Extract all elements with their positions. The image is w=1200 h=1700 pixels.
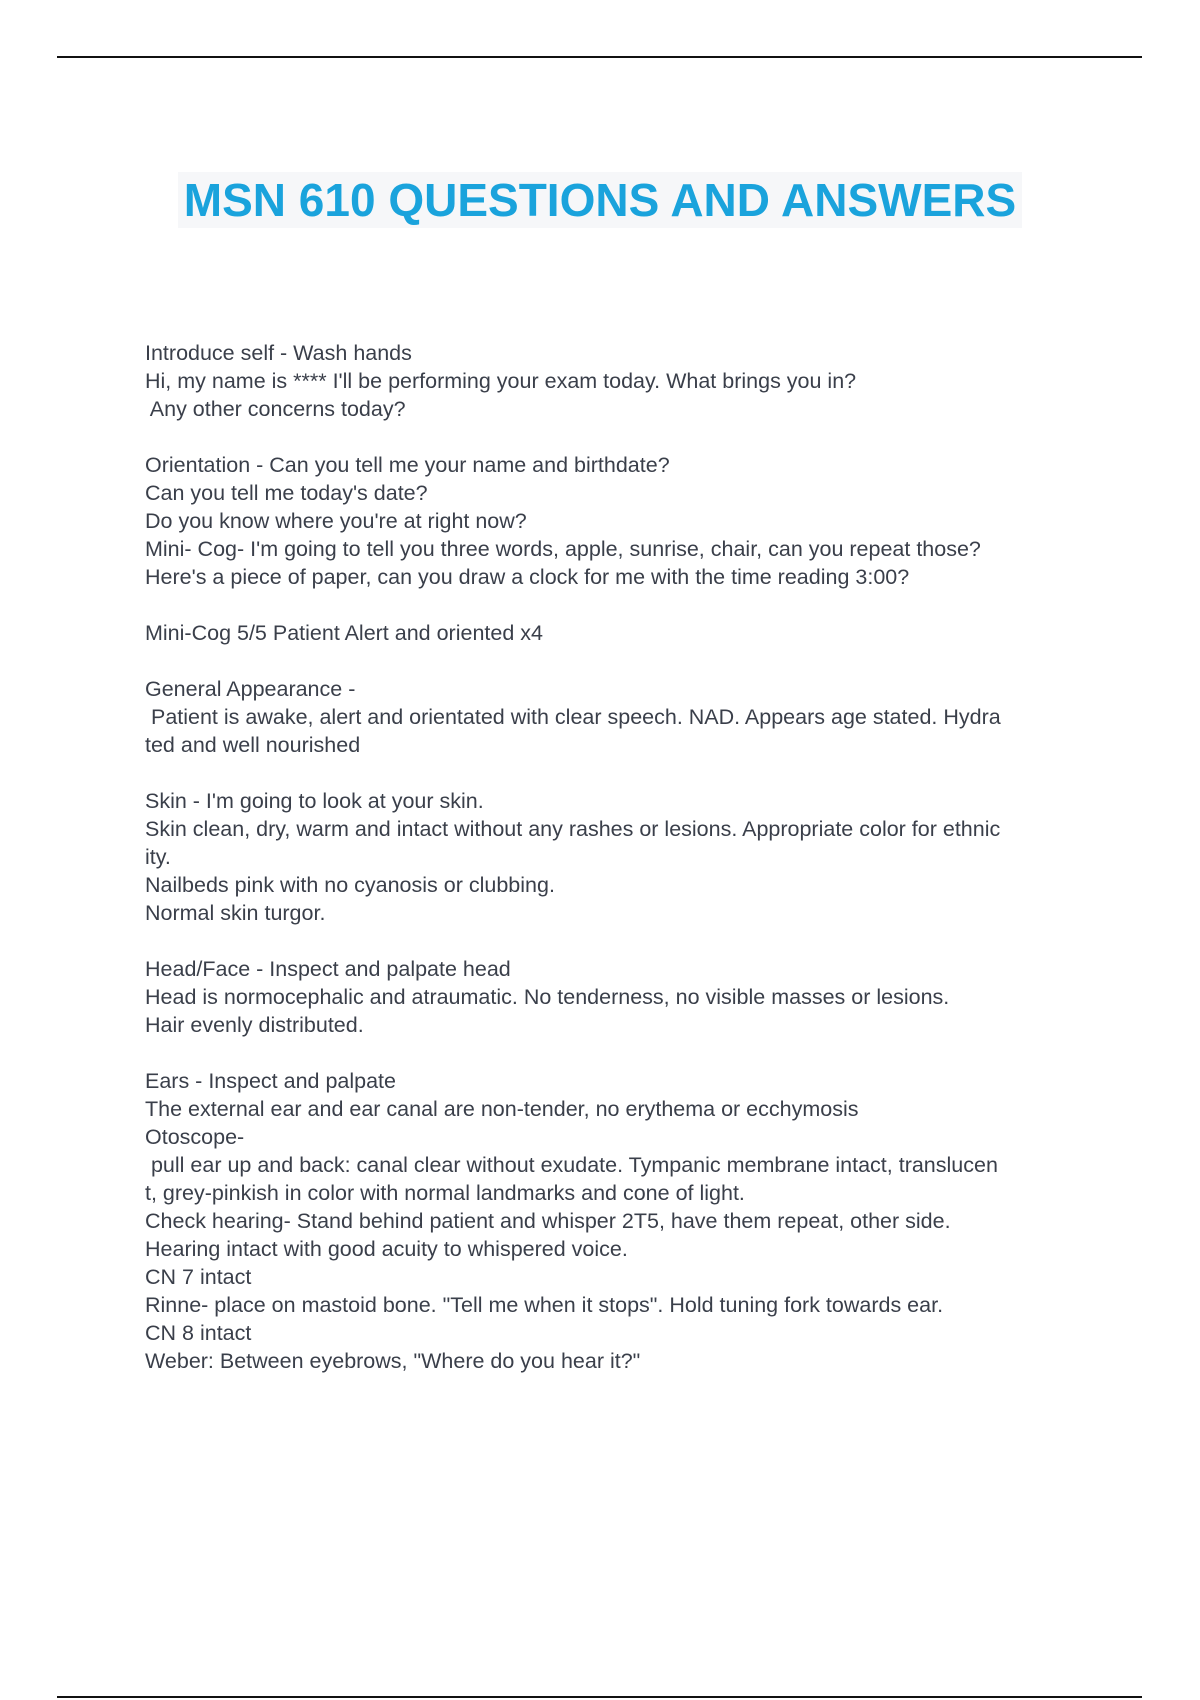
section-head-face (145, 955, 1095, 1039)
text-line: Otoscope- (145, 1125, 245, 1149)
text-line: Hair evenly distributed. (145, 1013, 364, 1037)
text-line: Rinne- place on mastoid bone. "Tell me when it stops". Hold tuning fork towards ear. (145, 1293, 944, 1317)
text-line: Mini-Cog 5/5 Patient Alert and oriented x4 (145, 621, 543, 645)
section-introduction (145, 339, 1095, 423)
text-line: Hi, my name is **** I'll be performing your exam today. What brings you in? (145, 369, 857, 393)
text-line: Check hearing- Stand behind patient and whisper 2T5, have them repeat, other side. (145, 1209, 951, 1233)
document-title-text: MSN 610 QUESTIONS AND ANSWERS (178, 172, 1022, 228)
section-skin (145, 787, 1095, 927)
text-line: Ears - Inspect and palpate (145, 1069, 396, 1093)
text-line: pull ear up and back: canal clear without exudate. Tympanic membrane intact, translucen (145, 1153, 998, 1177)
top-rule (57, 56, 1142, 58)
text-line: General Appearance - (145, 677, 356, 701)
text-line: Hearing intact with good acuity to whispered voice. (145, 1237, 628, 1261)
bottom-rule (57, 1696, 1142, 1698)
text-line: Mini- Cog- I'm going to tell you three words, apple, sunrise, chair, can you repeat those? (145, 537, 981, 561)
section-general-appearance (145, 675, 1095, 759)
text-line: ted and well nourished (145, 733, 361, 757)
text-line: Normal skin turgor. (145, 901, 326, 925)
text-line: Skin clean, dry, warm and intact without any rashes or lesions. Appropriate color for ethnic (145, 817, 1001, 841)
section-ears (145, 1067, 1095, 1375)
text-line: CN 7 intact (145, 1265, 252, 1289)
section-mini-cog (145, 619, 1095, 647)
text-line: Here's a piece of paper, can you draw a clock for me with the time reading 3:00? (145, 565, 910, 589)
text-line: Head/Face - Inspect and palpate head (145, 957, 511, 981)
text-line: Introduce self - Wash hands (145, 341, 412, 365)
text-line: Orientation - Can you tell me your name and birthdate? (145, 453, 670, 477)
text-line: The external ear and ear canal are non-tender, no erythema or ecchymosis (145, 1097, 859, 1121)
document-body (145, 339, 1095, 1403)
text-line: ity. (145, 845, 171, 869)
text-line: Patient is awake, alert and orientated with clear speech. NAD. Appears age stated. Hydra (145, 705, 1001, 729)
text-line: CN 8 intact (145, 1321, 252, 1345)
text-line: Skin - I'm going to look at your skin. (145, 789, 484, 813)
text-line: Nailbeds pink with no cyanosis or clubbing. (145, 873, 555, 897)
text-line: Do you know where you're at right now? (145, 509, 527, 533)
text-line: Weber: Between eyebrows, "Where do you hear it?" (145, 1349, 641, 1373)
text-line: Any other concerns today? (145, 397, 406, 421)
document-title (0, 172, 1200, 228)
section-orientation (145, 451, 1095, 591)
text-line: Can you tell me today's date? (145, 481, 428, 505)
text-line: Head is normocephalic and atraumatic. No tenderness, no visible masses or lesions. (145, 985, 950, 1009)
text-line: t, grey-pinkish in color with normal landmarks and cone of light. (145, 1181, 745, 1205)
